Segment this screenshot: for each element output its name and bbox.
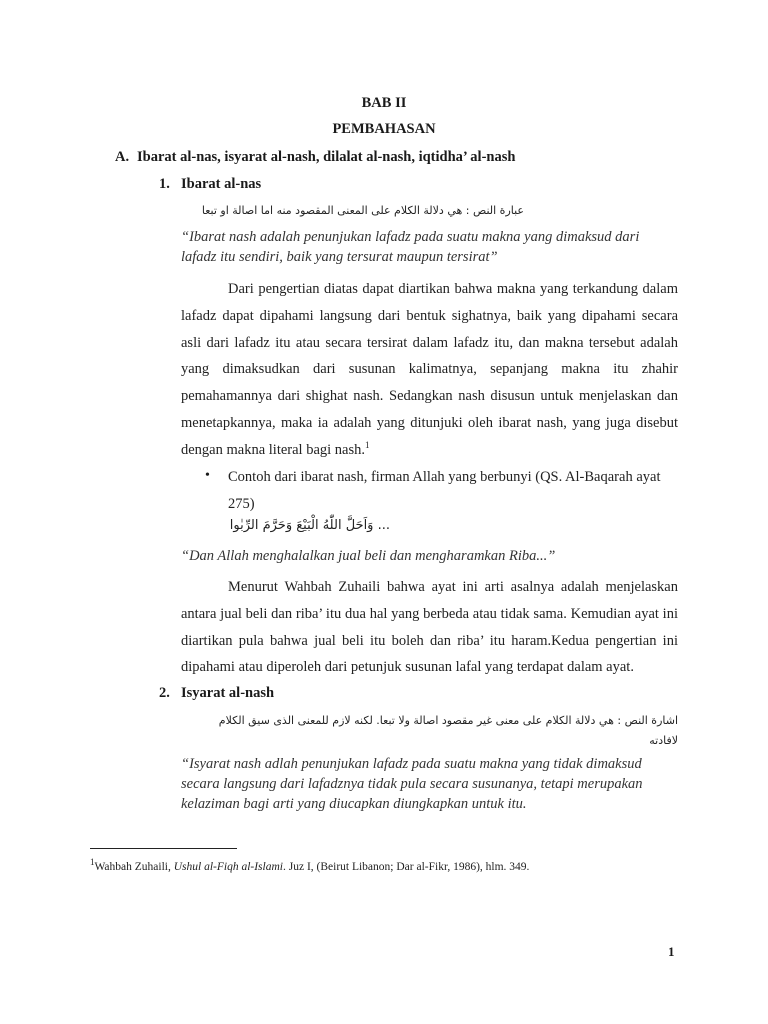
footnote-details: . Juz I, (Beirut Libanon; Dar al-Fikr, 1986), hlm. 349.: [282, 861, 530, 873]
page-number: 1: [668, 944, 675, 959]
sub2-quote: “Isyarat nash adlah penunjukan lafadz pada suatu makna yang tidak dimaksud secara langsung dari lafadznya tidak pula secara susunanya, tetapi merupakan kelaziman bagi arti yang diucapkan diungkapkan untuk itu.: [181, 756, 643, 812]
verse-arabic: ... وَاَحَلَّ اللّٰهُ الْبَيْعَ وَحَرَّمَ الرِّبٰوا: [229, 518, 390, 533]
sub2-arabic-line-1: اشارة النص : هي دلالة الكلام على معنى غير مقصود اصالة ولا تبعا. لكنه لازم للمعنى الذى سيق الكلام: [218, 714, 678, 727]
sub2-title: Isyarat al-nash: [181, 685, 275, 701]
section-a-title: Ibarat al-nas, isyarat al-nash, dilalat al-nash, iqtidha’ al-nash: [137, 149, 516, 165]
footnote: [90, 857, 530, 873]
sub1-label: 1.: [159, 176, 170, 192]
bullet-example-text: Contoh dari ibarat nash, firman Allah yang berbunyi (QS. Al-Baqarah ayat 275): [228, 469, 661, 512]
sub2-label: 2.: [159, 685, 170, 701]
chapter-title: PEMBAHASAN: [332, 121, 436, 137]
sub1-paragraph-2: Menurut Wahbah Zuhaili bahwa ayat ini arti asalnya adalah menjelaskan antara jual beli dan riba’ itu dua hal yang berbeda atau tidak sama. Kemudian ayat ini diartikan pula bahwa jual beli itu boleh dan riba’ itu haram.Kedua pengertian ini dipahami atau diperoleh dari petunjuk susunan lafal yang terdapat dalam ayat.: [181, 579, 678, 676]
sub2-arabic-line-2: لافادته: [649, 734, 678, 747]
verse-translation: “Dan Allah menghalalkan jual beli dan mengharamkan Riba...”: [181, 548, 556, 564]
sub1-quote: “Ibarat nash adalah penunjukan lafadz pada suatu makna yang dimaksud dari lafadz itu sendiri, baik yang tersurat maupun tersirat”: [181, 229, 640, 265]
footnote-book-title: Ushul al-Fiqh al-Islami: [173, 861, 283, 873]
sub1-paragraph: [181, 276, 678, 464]
footnote-number: 1: [90, 857, 95, 868]
footnote-divider: [90, 848, 237, 849]
sub1-title: Ibarat al-nas: [181, 176, 262, 192]
footnote-author: Wahbah Zuhaili,: [94, 861, 174, 873]
sub1-arabic-definition: عبارة النص : هي دلالة الكلام على المعنى المقصود منه اما اصالة او تبعا: [201, 204, 524, 217]
sub1-paragraph-text: Dari pengertian diatas dapat diartikan bahwa makna yang terkandung dalam lafadz dapat dipahami langsung dari bentuk sighatnya, baik yang dipahami secara asli dari lafadz itu atau secara tersirat dalam lafadz itu, dan makna tersebut adalah yang dimaksudkan dari susunan kalimatnya, sepanjang makna itu zhahir pemahamannya dari shighat nash. Sedangkan nash disusun untuk menjelaskan dan menetapkannya, maka ia adalah yang ditunjuki oleh ibarat nash, yang juga disebut dengan makna literal bagi nash.: [181, 281, 678, 458]
bullet-dot: •: [205, 468, 210, 483]
footnote-ref: 1: [365, 439, 370, 450]
chapter-number: BAB II: [361, 95, 407, 111]
section-a-label: A.: [115, 149, 130, 165]
